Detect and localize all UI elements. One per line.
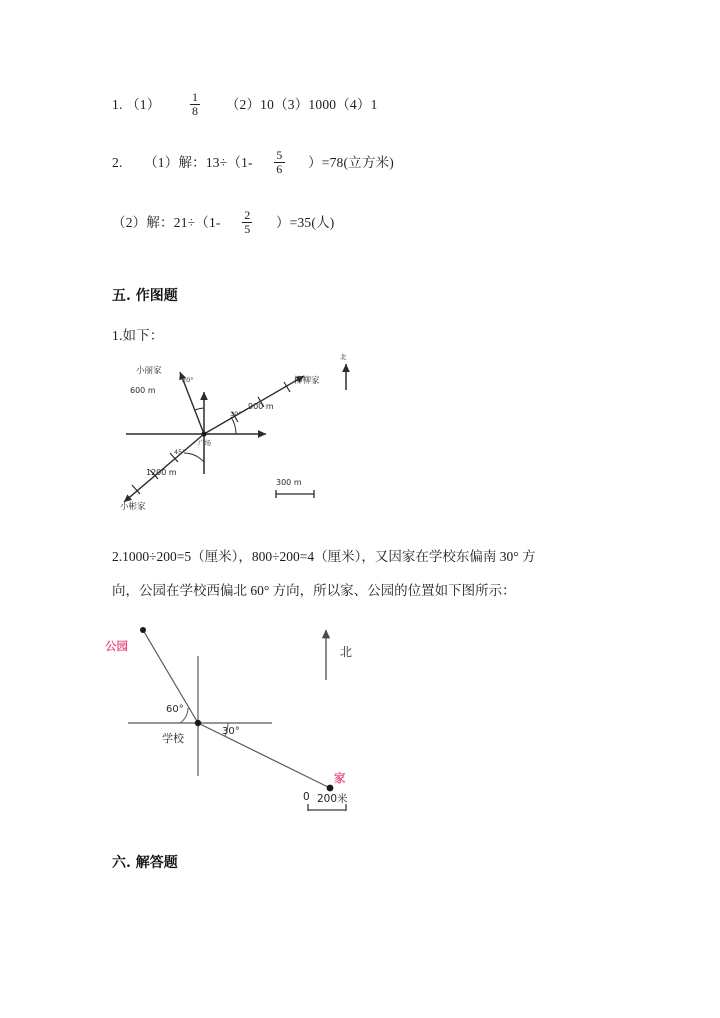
label-xiaobin-home: 小彬家 [120,502,146,512]
angle-arc-45 [184,453,204,462]
plaza-point [201,431,206,436]
figure-direction-map-school [100,618,390,818]
fraction-denominator: 5 [244,221,251,236]
section-heading-6: 六. 解答题 [112,855,178,871]
fraction-denominator: 6 [276,161,283,176]
answer-item-1 [112,92,378,118]
label-north: 北 [340,645,353,659]
label-angle-30: 30° [230,410,242,418]
fraction-denominator: 8 [192,103,199,118]
section5-item2-line2: 向，公园在学校西偏北 60° 方向，所以家、公园的位置如下图所示： [112,583,516,598]
figure-direction-map-plaza [108,352,368,517]
fraction-two-fifths [242,209,252,235]
answer-item-2-sub2-label: （2）解：21÷（1- [112,215,221,230]
label-xiaoli-home: 小丽家 [136,366,162,376]
fraction-numerator: 2 [244,208,251,222]
answer-item-2-sub2 [112,210,334,236]
label-scale-zero: 0 [303,791,310,803]
label-scale-value: 200米 [317,793,348,805]
fraction-one-eighth [190,91,200,117]
answer-item-2 [112,150,394,176]
answer-item-1-number: 1. [112,97,123,112]
line-to-home [198,723,330,788]
label-home-angle: 30° [222,726,240,737]
label-park: 公园 [105,639,128,653]
answer-item-1-part1-label: （1） [126,97,161,112]
label-xiaoli-distance: 600 m [130,386,156,395]
fraction-numerator: 5 [276,148,283,162]
answer-item-2-sub2-tail: ）=35(人) [275,215,335,230]
angle-arc-20 [195,408,204,410]
label-liuliu-home: 柳柳家 [294,376,320,386]
fraction-numerator: 1 [192,90,199,104]
label-plaza-center: 广场 [198,439,211,447]
label-angle-45: 45° [174,448,186,456]
label-angle-20: 20° [182,376,194,384]
label-xiaobin-distance: 1200 m [146,468,177,477]
angle-arc-30 [231,417,236,434]
section5-item1-text: 1.如下： [112,328,164,343]
answer-item-2-sub1-label: （1）解：13÷（1- [144,155,253,170]
label-school: 学校 [162,732,184,745]
school-point [195,720,201,726]
label-scale-300m: 300 m [276,478,302,487]
answer-item-2-sub1-tail: ）=78(立方米) [308,155,394,170]
section-heading-5: 五. 作图题 [112,288,178,304]
answer-item-2-number: 2. [112,155,123,170]
answer-item-1-rest: （2）10（3）1000（4）1 [225,97,378,112]
section5-item2-line1: 2.1000÷200=5（厘米），800÷200=4（厘米），又因家在学校东偏南 30° 方 [112,549,536,564]
park-point [140,627,146,633]
label-north: 北 [340,353,347,361]
label-park-angle: 60° [166,704,184,715]
label-home: 家 [334,771,346,785]
fraction-five-sixths [274,149,284,175]
label-liuliu-distance: 900 m [248,402,274,411]
